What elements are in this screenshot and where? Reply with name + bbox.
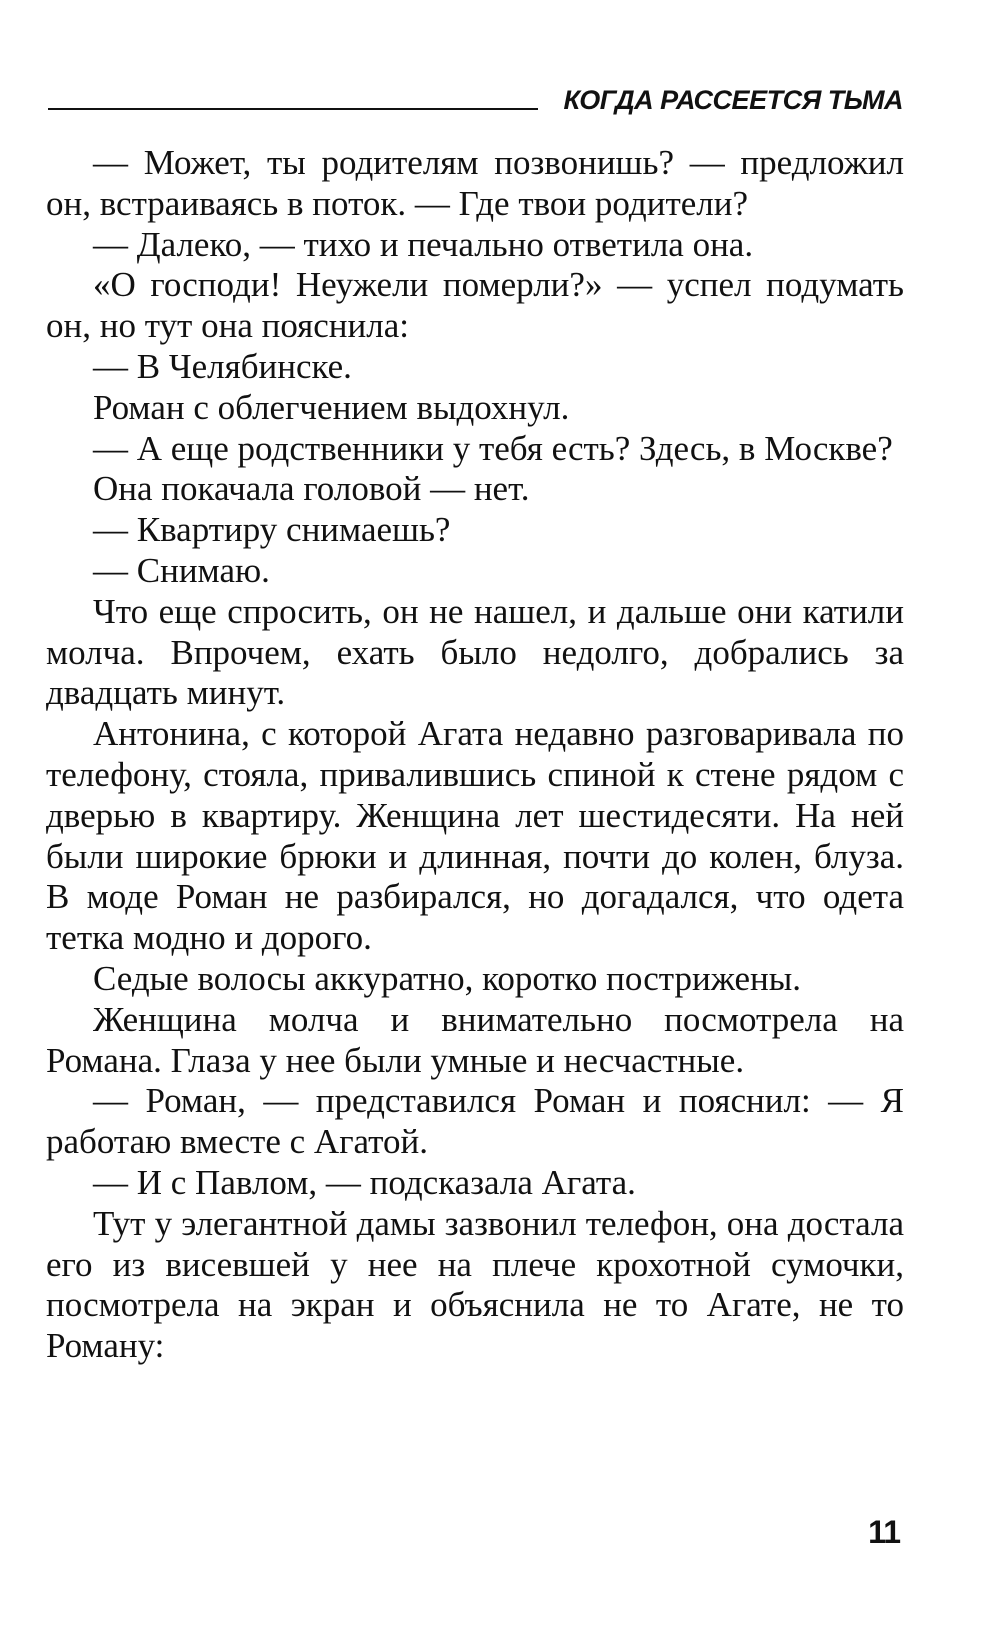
paragraph: Седые волосы аккуратно, коротко пострижены. xyxy=(93,958,801,998)
paragraph: Женщина молча и внимательно посмотрела на Романа. Глаза у нее были умные и несчастные. xyxy=(46,999,904,1080)
paragraph: — А еще родственники у тебя есть? Здесь, в Москве? xyxy=(93,428,893,468)
paragraph: Антонина, с которой Агата недавно разговаривала по телефону, стояла, привалившись спиной к стене рядом с дверью в квартиру. Женщина лет шестидесяти. На ней были широкие брюки и длинная, почти до колен, блуза. В моде Роман не разбирался, но догадался, что одета тетка модно и дорого. xyxy=(46,714,904,958)
paragraph: — Далеко, — тихо и печально ответила она. xyxy=(93,224,754,264)
body-text xyxy=(46,143,904,1367)
paragraph: — И с Павлом, — подсказала Агата. xyxy=(93,1162,636,1202)
paragraph: Роман с облегчением выдохнул. xyxy=(93,387,570,427)
running-header xyxy=(48,82,903,122)
paragraph: — В Челябинске. xyxy=(93,346,352,386)
paragraph: «О господи! Неужели померли?» — успел подумать он, но тут она пояснила: xyxy=(46,265,904,346)
paragraph: — Снимаю. xyxy=(93,550,270,590)
paragraph: — Роман, — представился Роман и пояснил: — Я работаю вместе с Агатой. xyxy=(46,1081,904,1162)
paragraph: Она покачала головой — нет. xyxy=(93,469,530,509)
header-rule xyxy=(48,108,538,110)
paragraph: — Может, ты родителям позвонишь? — предложил он, встраиваясь в поток. — Где твои родители? xyxy=(46,143,904,223)
running-title: КОГДА РАССЕЕТСЯ ТЬМА xyxy=(563,85,903,115)
paragraph: Тут у элегантной дамы зазвонил телефон, она достала его из висевшей у нее на плече крохотной сумочки, посмотрела на экран и объяснила не то Агате, не то Роману: xyxy=(46,1203,904,1366)
page-number: 11 xyxy=(868,1514,900,1550)
paragraph: Что еще спросить, он не нашел, и дальше они катили молча. Впрочем, ехать было недолго, добрались за двадцать минут. xyxy=(46,591,904,713)
paragraph: — Квартиру снимаешь? xyxy=(93,510,451,550)
